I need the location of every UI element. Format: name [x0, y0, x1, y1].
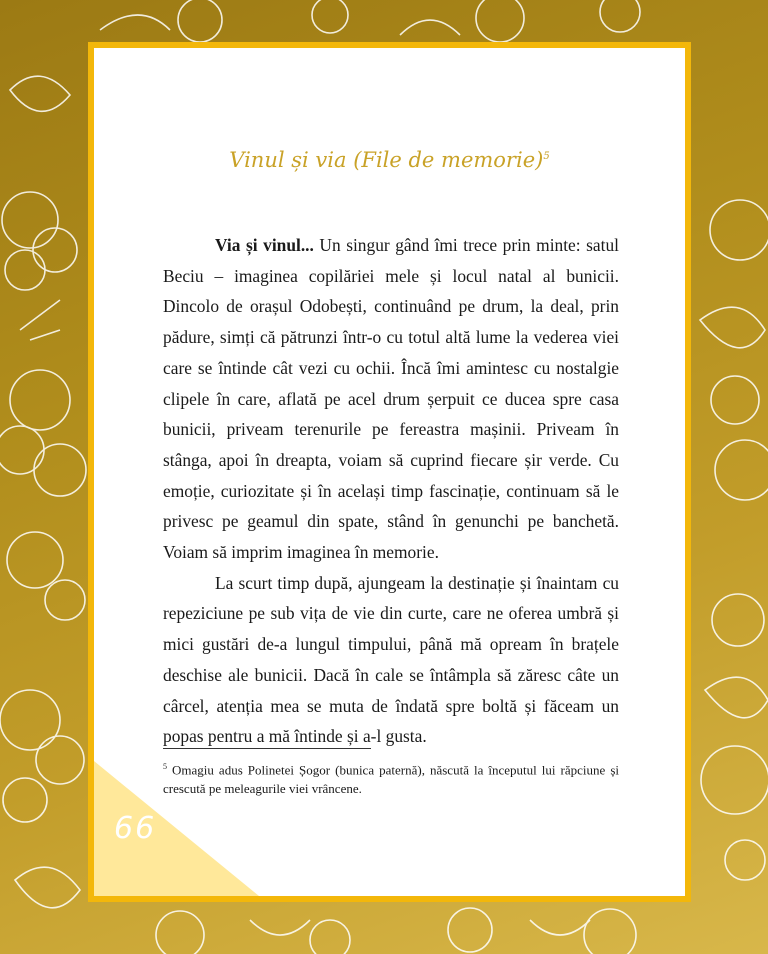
page-number: 66 [114, 811, 157, 846]
footnote-text: Omagiu adus Polinetei Șogor (bunica paternă), născută la începutul lui răpciune și crescută pe meleagurile viei vrâncene. [163, 762, 619, 797]
footnote-divider [163, 748, 371, 749]
paragraph-1-rest: Un singur gând îmi trece prin minte: satul Beciu – imaginea copilăriei mele și locul natal al bunicii. Dincolo de orașul Odobești, continuând pe drum, la deal, prin pădure, simți că pătrunzi într-o cu totul altă lume la vederea viei care se întinde cât vezi cu ochii. Încă îmi amintesc cu nostalgie clipele în care, aflată pe acel drum șerpuit ce ducea spre casa bunicii, priveam terenurile pe fereastra mașinii. Priveam în stânga, apoi în dreapta, voiam să cuprind fiecare șir verde. Cu emoție, curiozitate și în același timp fascinație, continuam să le privesc pe geamul din spate, stând în genunchi pe banchetă. Voiam să imprim imaginea în memorie. [163, 235, 619, 563]
title-text: Vinul și via (File de memorie) [229, 148, 544, 172]
footnote-number: 5 [163, 762, 167, 771]
title-footnote-ref: 5 [543, 151, 550, 162]
body-text [163, 230, 619, 752]
paragraph-1-lead: Via și vinul... [215, 235, 314, 255]
page-title [94, 148, 685, 172]
paragraph-1 [163, 230, 619, 568]
page-frame [88, 42, 691, 902]
paragraph-2: La scurt timp după, ajungeam la destinație și înaintam cu repeziciune pe sub vița de vie din curte, care ne oferea umbră și mici gustări de-a lungul timpului, până mă opream în brațele deschise ale bunicii. Dacă în cale se întâmpla să zăresc câte un cârcel, atenția mea se muta de îndată spre boltă și făceam un popas pentru a mă întinde și a-l gusta. [163, 572, 619, 747]
